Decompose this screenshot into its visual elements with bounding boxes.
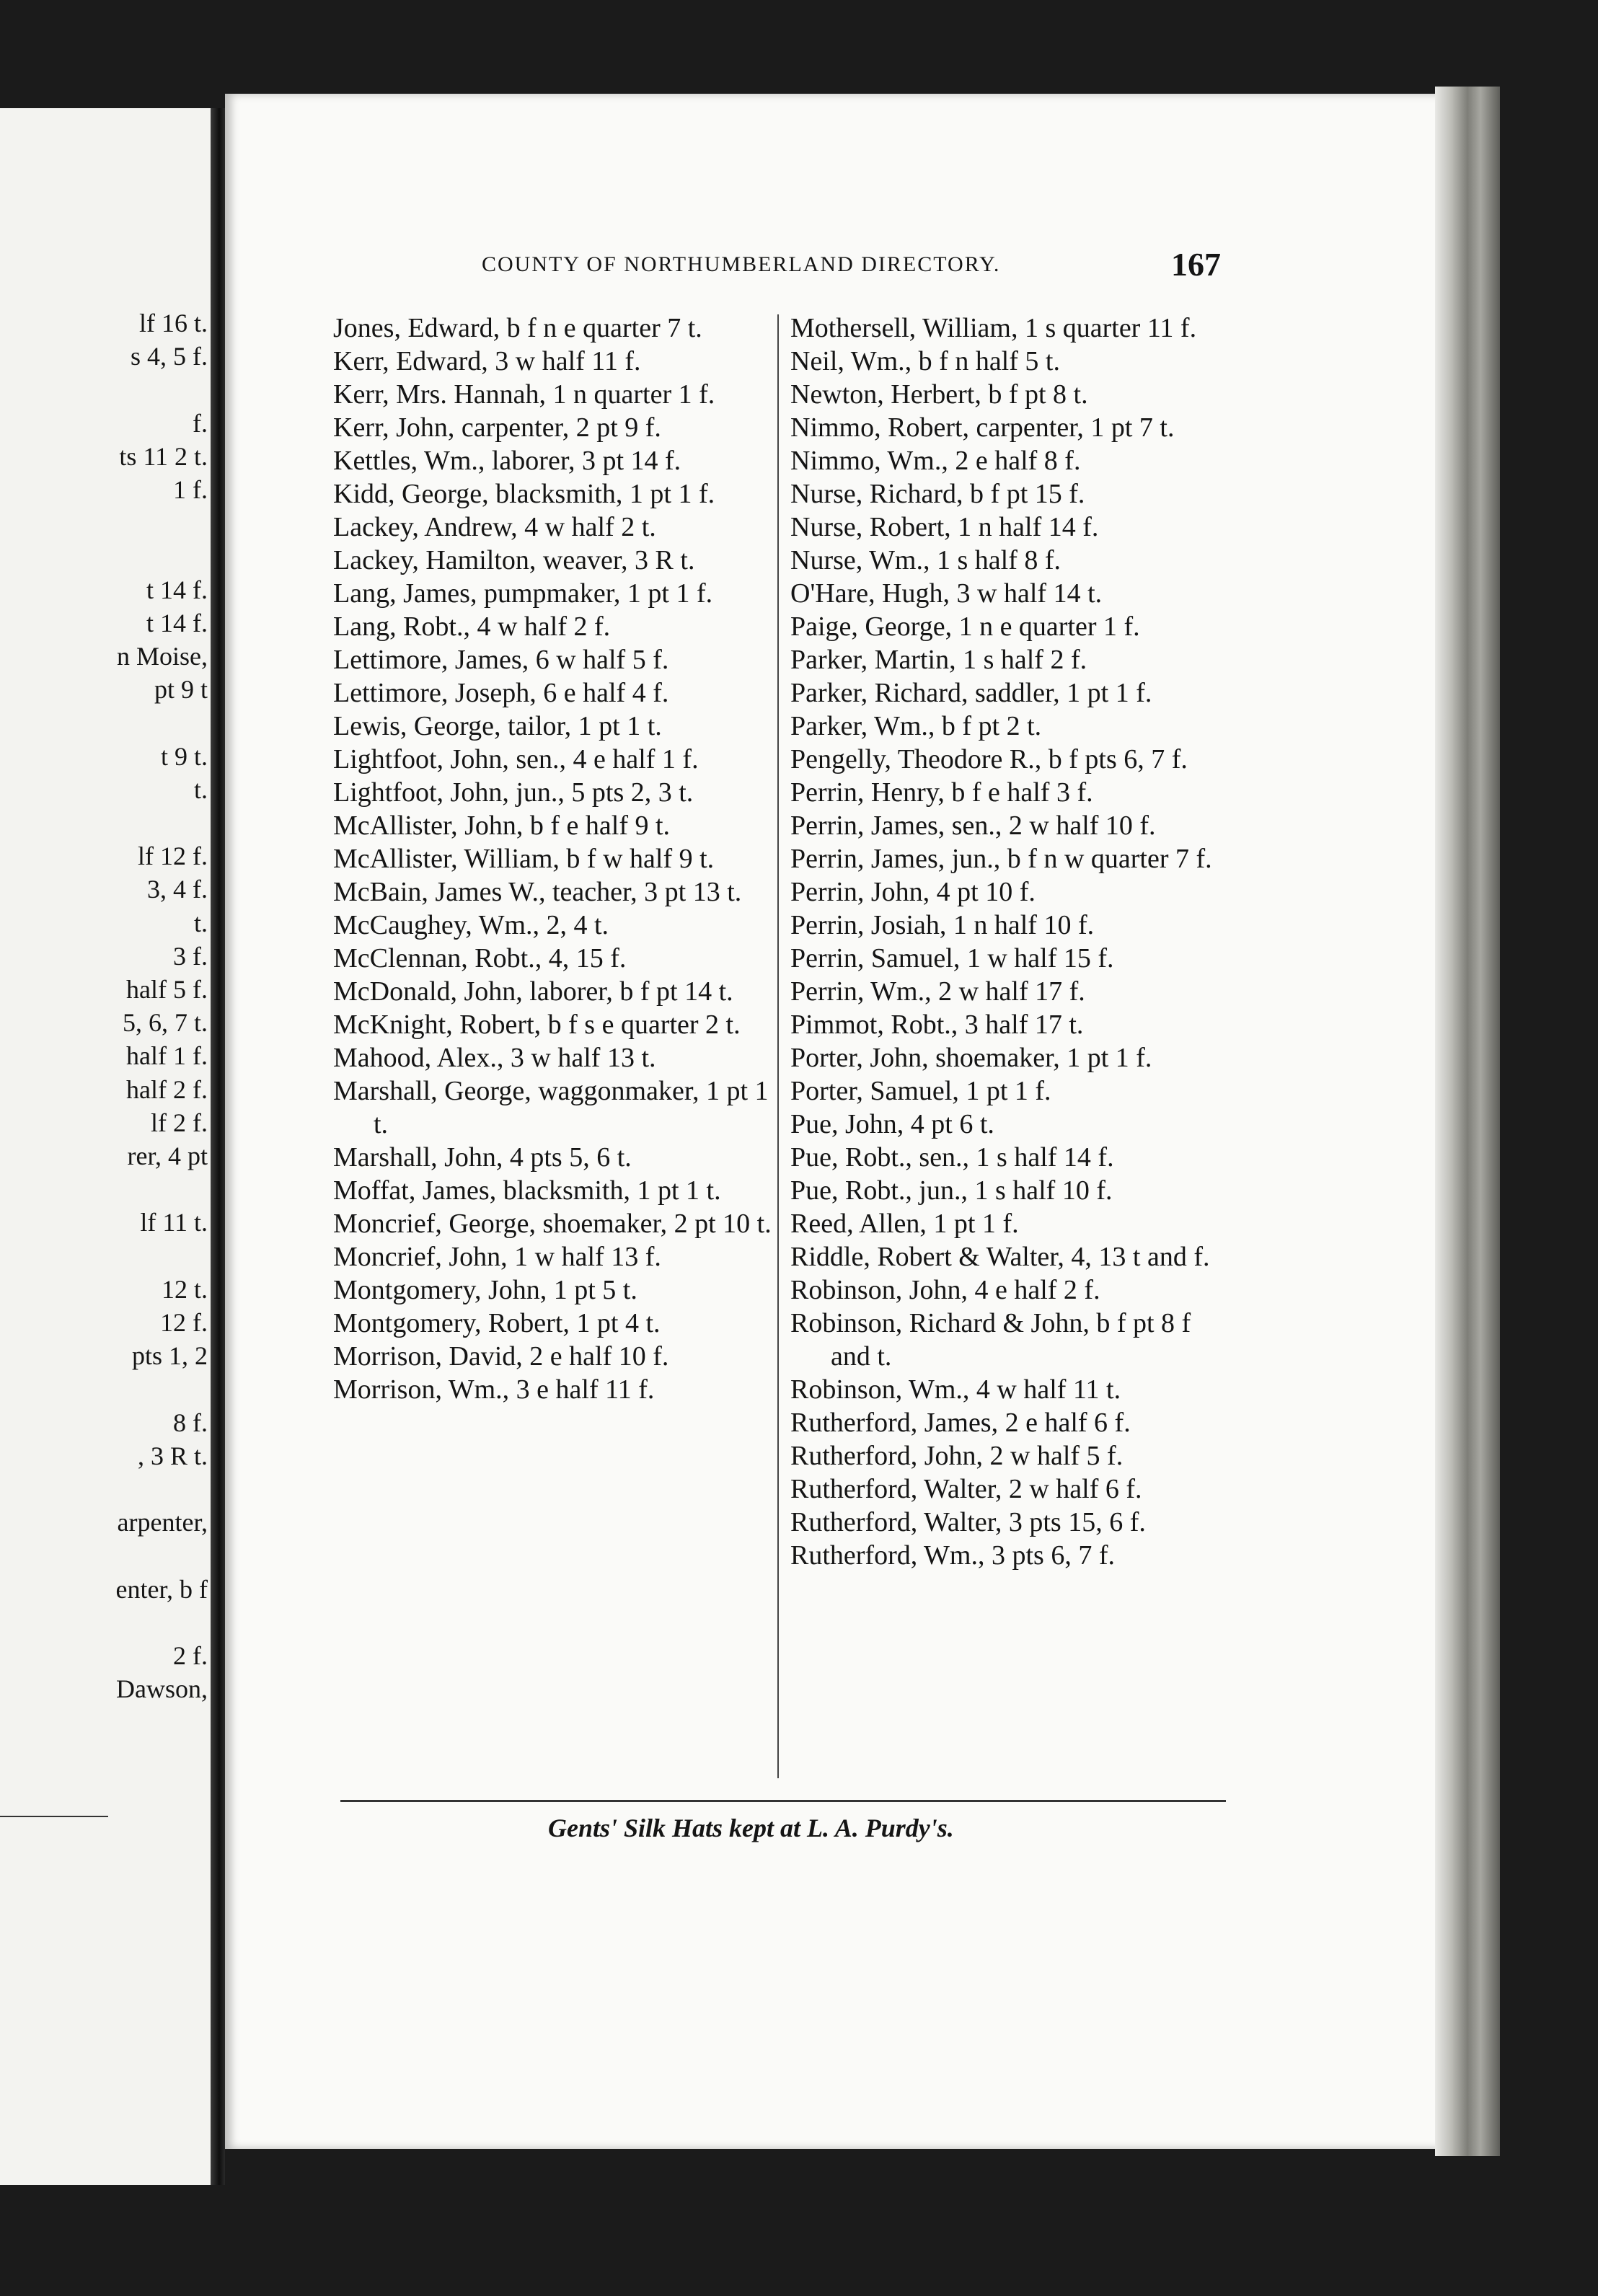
directory-entry: Montgomery, John, 1 pt 5 t. bbox=[333, 1275, 637, 1305]
directory-entry: Rutherford, Wm., 3 pts 6, 7 f. bbox=[790, 1540, 1115, 1571]
directory-entry: Lettimore, Joseph, 6 e half 4 f. bbox=[333, 678, 669, 708]
directory-entry: Rutherford, John, 2 w half 5 f. bbox=[790, 1441, 1124, 1471]
directory-entry: Marshall, George, waggonmaker, 1 pt 1 t. bbox=[333, 1076, 769, 1139]
left-page-line: t 14 f. bbox=[146, 608, 208, 637]
directory-entry: Riddle, Robert & Walter, 4, 13 t and f. bbox=[790, 1242, 1210, 1272]
directory-entry: Pimmot, Robt., 3 half 17 t. bbox=[790, 1010, 1084, 1040]
left-page-line: half 5 f. bbox=[126, 975, 208, 1004]
left-page-line: 3, 4 f. bbox=[147, 875, 208, 904]
directory-entry: Pue, John, 4 pt 6 t. bbox=[790, 1109, 994, 1139]
directory-entry: Kerr, John, carpenter, 2 pt 9 f. bbox=[333, 412, 661, 443]
directory-entry: Pue, Robt., sen., 1 s half 14 f. bbox=[790, 1142, 1114, 1173]
left-page-rule bbox=[0, 1816, 108, 1817]
directory-entry: Nurse, Robert, 1 n half 14 f. bbox=[790, 512, 1099, 542]
directory-entry: Perrin, Wm., 2 w half 17 f. bbox=[790, 976, 1085, 1007]
left-page-line: 8 f. bbox=[173, 1408, 208, 1437]
directory-entry: O'Hare, Hugh, 3 w half 14 t. bbox=[790, 578, 1103, 609]
directory-column-left bbox=[333, 312, 773, 1406]
directory-entry: Lang, Robt., 4 w half 2 f. bbox=[333, 611, 611, 642]
left-page-line: 12 t. bbox=[161, 1274, 208, 1304]
directory-column-right bbox=[790, 312, 1230, 1572]
left-page-line: pts 1, 2 bbox=[131, 1341, 208, 1371]
directory-entry: Jones, Edward, b f n e quarter 7 t. bbox=[333, 313, 702, 343]
left-page-line: lf 12 f. bbox=[138, 842, 208, 871]
left-page-line: t 9 t. bbox=[160, 741, 208, 771]
left-page-line: rer, 4 pt bbox=[127, 1142, 208, 1170]
left-page-line: t. bbox=[193, 908, 208, 937]
directory-entry: Pengelly, Theodore R., b f pts 6, 7 f. bbox=[790, 744, 1188, 774]
directory-entry: Paige, George, 1 n e quarter 1 f. bbox=[790, 611, 1140, 642]
directory-entry: Robinson, Wm., 4 w half 11 t. bbox=[790, 1374, 1121, 1405]
directory-entry: Mothersell, William, 1 s quarter 11 f. bbox=[790, 313, 1197, 343]
page-edge bbox=[1435, 87, 1500, 2156]
directory-entry: Mahood, Alex., 3 w half 13 t. bbox=[333, 1043, 656, 1073]
directory-entry: McKnight, Robert, b f s e quarter 2 t. bbox=[333, 1010, 741, 1040]
directory-entry: Perrin, Josiah, 1 n half 10 f. bbox=[790, 910, 1095, 940]
directory-entry: Morrison, Wm., 3 e half 11 f. bbox=[333, 1374, 655, 1405]
directory-entry: McDonald, John, laborer, b f pt 14 t. bbox=[333, 976, 733, 1007]
directory-entry: Lackey, Hamilton, weaver, 3 R t. bbox=[333, 545, 695, 575]
directory-entry: Lettimore, James, 6 w half 5 f. bbox=[333, 645, 669, 675]
directory-entry: Lewis, George, tailor, 1 pt 1 t. bbox=[333, 711, 662, 741]
directory-entry: Nurse, Wm., 1 s half 8 f. bbox=[790, 545, 1061, 575]
directory-entry: Kerr, Edward, 3 w half 11 f. bbox=[333, 346, 641, 376]
left-page-line: t 14 f. bbox=[146, 575, 208, 604]
directory-entry: Montgomery, Robert, 1 pt 4 t. bbox=[333, 1308, 661, 1338]
directory-entry: Robinson, John, 4 e half 2 f. bbox=[790, 1275, 1100, 1305]
directory-entry: Morrison, David, 2 e half 10 f. bbox=[333, 1341, 669, 1372]
directory-entry: McCaughey, Wm., 2, 4 t. bbox=[333, 910, 609, 940]
directory-entry: Parker, Martin, 1 s half 2 f. bbox=[790, 645, 1087, 675]
directory-entry: Lightfoot, John, sen., 4 e half 1 f. bbox=[333, 744, 699, 774]
directory-entry: Perrin, James, jun., b f n w quarter 7 f. bbox=[790, 844, 1212, 874]
left-page-line: 5, 6, 7 t. bbox=[122, 1008, 208, 1038]
footer-advertisement: Gents' Silk Hats kept at L. A. Purdy's. bbox=[548, 1814, 954, 1842]
directory-entry: Nimmo, Wm., 2 e half 8 f. bbox=[790, 446, 1081, 476]
page-number: 167 bbox=[1171, 246, 1221, 283]
left-page-line: n Moise, bbox=[117, 642, 208, 671]
left-page-line: , 3 R t. bbox=[137, 1441, 208, 1470]
directory-entry: Nimmo, Robert, carpenter, 1 pt 7 t. bbox=[790, 412, 1175, 443]
directory-entry: Perrin, Samuel, 1 w half 15 f. bbox=[790, 943, 1114, 973]
directory-entry: McClennan, Robt., 4, 15 f. bbox=[333, 943, 627, 973]
directory-entry: Rutherford, Walter, 3 pts 15, 6 f. bbox=[790, 1507, 1146, 1537]
directory-entry: Rutherford, Walter, 2 w half 6 f. bbox=[790, 1474, 1142, 1504]
directory-entry: Perrin, John, 4 pt 10 f. bbox=[790, 877, 1036, 907]
directory-entry: Perrin, Henry, b f e half 3 f. bbox=[790, 777, 1093, 808]
directory-entry: Moncrief, John, 1 w half 13 f. bbox=[333, 1242, 661, 1272]
directory-entry: Moffat, James, blacksmith, 1 pt 1 t. bbox=[333, 1175, 721, 1206]
directory-entry: Lackey, Andrew, 4 w half 2 t. bbox=[333, 512, 656, 542]
left-page-line: ts 11 2 t. bbox=[119, 441, 208, 471]
directory-entry: Robinson, Richard & John, b f pt 8 f and t. bbox=[790, 1308, 1191, 1372]
directory-entry: Pue, Robt., jun., 1 s half 10 f. bbox=[790, 1175, 1113, 1206]
bottom-rule bbox=[340, 1800, 1226, 1802]
left-page-line: half 1 f. bbox=[126, 1041, 208, 1071]
directory-entry: Reed, Allen, 1 pt 1 f. bbox=[790, 1209, 1019, 1239]
directory-entry: Neil, Wm., b f n half 5 t. bbox=[790, 346, 1060, 376]
left-page-line: 3 f. bbox=[173, 941, 208, 971]
left-page-line: lf 2 f. bbox=[151, 1108, 208, 1137]
directory-entry: Moncrief, George, shoemaker, 2 pt 10 t. bbox=[333, 1209, 772, 1239]
column-divider bbox=[777, 314, 779, 1778]
left-page-line: 2 f. bbox=[173, 1641, 208, 1670]
directory-entry: Newton, Herbert, b f pt 8 t. bbox=[790, 379, 1088, 410]
left-page-line: t. bbox=[193, 774, 208, 804]
directory-entry: Kerr, Mrs. Hannah, 1 n quarter 1 f. bbox=[333, 379, 715, 410]
left-page bbox=[0, 108, 211, 2185]
running-title: COUNTY OF NORTHUMBERLAND DIRECTORY. bbox=[482, 252, 1001, 276]
directory-entry: Lightfoot, John, jun., 5 pts 2, 3 t. bbox=[333, 777, 694, 808]
left-page-line: lf 16 t. bbox=[139, 309, 208, 337]
directory-entry: Kidd, George, blacksmith, 1 pt 1 f. bbox=[333, 479, 715, 509]
left-page-line: half 2 f. bbox=[126, 1074, 208, 1104]
directory-entry: Rutherford, James, 2 e half 6 f. bbox=[790, 1408, 1131, 1438]
left-page-line: 12 f. bbox=[160, 1308, 208, 1337]
left-page-line: f. bbox=[193, 408, 208, 438]
left-page-line: 1 f. bbox=[173, 475, 208, 504]
left-page-line: arpenter, bbox=[117, 1508, 208, 1537]
left-page-line: Dawson, bbox=[116, 1674, 208, 1704]
directory-entry: Lang, James, pumpmaker, 1 pt 1 f. bbox=[333, 578, 713, 609]
directory-entry: Parker, Richard, saddler, 1 pt 1 f. bbox=[790, 678, 1152, 708]
directory-entry: Porter, Samuel, 1 pt 1 f. bbox=[790, 1076, 1051, 1106]
directory-entry: McAllister, William, b f w half 9 t. bbox=[333, 844, 715, 874]
left-page-line: enter, b f bbox=[115, 1574, 208, 1604]
directory-entry: McAllister, John, b f e half 9 t. bbox=[333, 811, 671, 841]
directory-entry: McBain, James W., teacher, 3 pt 13 t. bbox=[333, 877, 742, 907]
left-page-line: pt 9 t bbox=[154, 675, 208, 705]
directory-entry: Marshall, John, 4 pts 5, 6 t. bbox=[333, 1142, 632, 1173]
directory-entry: Perrin, James, sen., 2 w half 10 f. bbox=[790, 811, 1156, 841]
left-page-line: lf 11 t. bbox=[140, 1208, 208, 1237]
book-gutter bbox=[211, 108, 225, 2185]
directory-entry: Parker, Wm., b f pt 2 t. bbox=[790, 711, 1042, 741]
directory-entry: Nurse, Richard, b f pt 15 f. bbox=[790, 479, 1085, 509]
directory-entry: Porter, John, shoemaker, 1 pt 1 f. bbox=[790, 1043, 1152, 1073]
directory-entry: Kettles, Wm., laborer, 3 pt 14 f. bbox=[333, 446, 681, 476]
left-page-line: s 4, 5 f. bbox=[131, 342, 208, 371]
